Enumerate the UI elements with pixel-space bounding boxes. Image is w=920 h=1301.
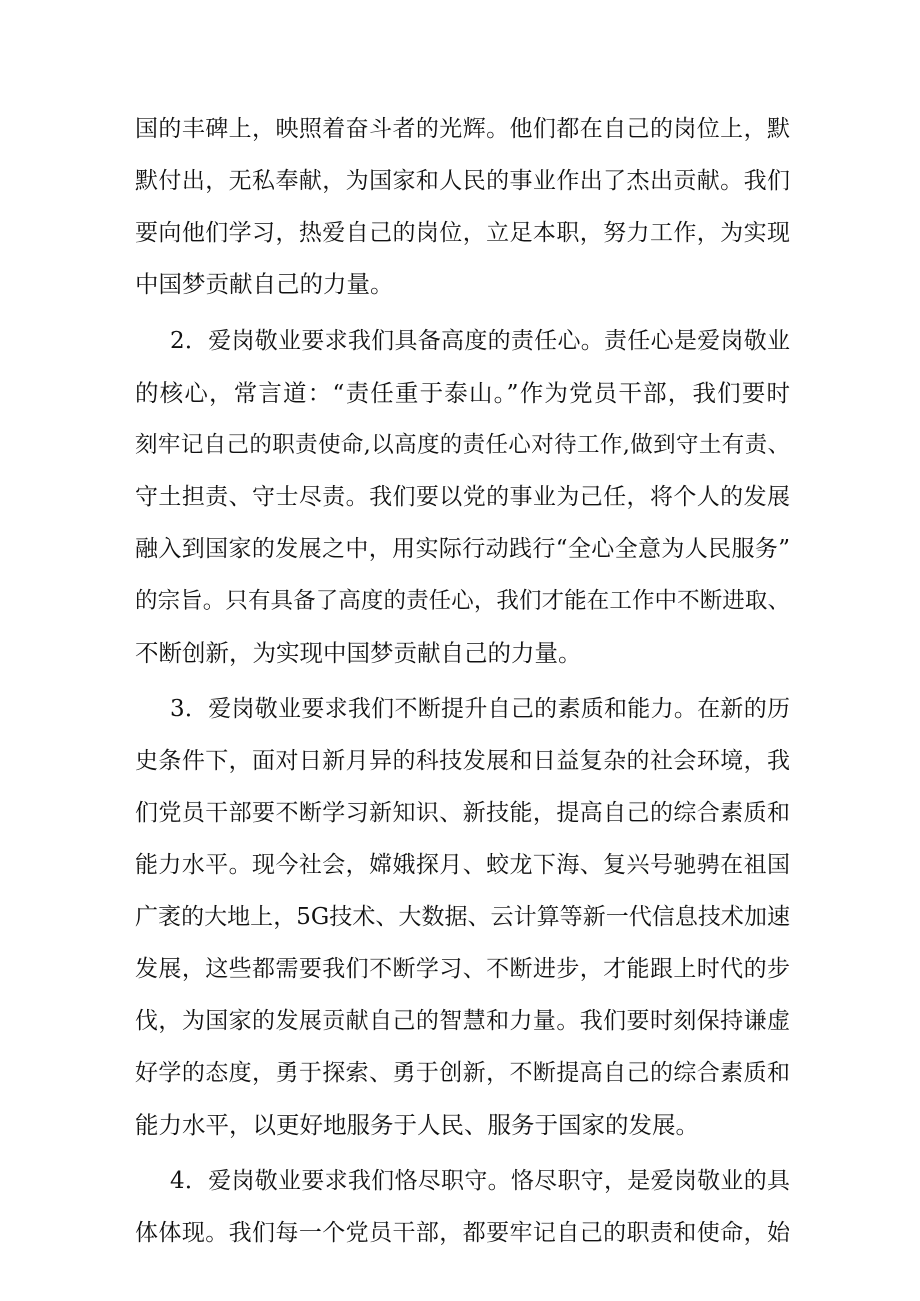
text-line: 守土担责、守士尽责。我们要以党的事业为己任，将个人的发展 <box>135 484 790 510</box>
text-line: 融入到国家的发展之中，用实际行动践行“全心全意为人民服务” <box>135 536 790 562</box>
text-line: 史条件下，面对日新月异的科技发展和日益复杂的社会环境，我 <box>135 748 790 774</box>
text-line: 好学的态度，勇于探索、勇于创新，不断提高自己的综合素质和 <box>135 1060 790 1086</box>
text-line: 体体现。我们每一个党员干部，都要牢记自己的职责和使命，始 <box>135 1220 790 1246</box>
text-line: 伐，为国家的发展贡献自己的智慧和力量。我们要时刻保持谦虚 <box>135 1008 790 1034</box>
text-line: 能力水平，以更好地服务于人民、服务于国家的发展。 <box>135 1111 699 1139</box>
text-line: 不断创新，为实现中国梦贡献自己的力量。 <box>135 639 582 667</box>
text-line: 国的丰碑上，映照着奋斗者的光辉。他们都在自己的岗位上，默 <box>135 116 790 142</box>
text-line: 要向他们学习，热爱自己的岗位，立足本职，努力工作，为实现 <box>135 220 790 246</box>
text-line: 刻牢记自己的职责使命,以高度的责任心对待工作,做到守土有责、 <box>135 432 790 458</box>
paragraph-heading-3: 3．爱岗敬业要求我们不断提升自己的素质和能力。在新的历 <box>170 696 790 722</box>
text-line: 们党员干部要不断学习新知识、新技能，提高自己的综合素质和 <box>135 800 790 826</box>
text-line: 发展，这些都需要我们不断学习、不断进步，才能跟上时代的步 <box>135 956 790 982</box>
paragraph-heading-4: 4．爱岗敬业要求我们恪尽职守。恪尽职守，是爱岗敬业的具 <box>170 1168 790 1194</box>
paragraph-heading-2: 2．爱岗敬业要求我们具备高度的责任心。责任心是爱岗敬业 <box>170 328 790 354</box>
text-line: 中国梦贡献自己的力量。 <box>135 270 394 298</box>
text-line: 广袤的大地上，5G技术、大数据、云计算等新一代信息技术加速 <box>135 904 790 930</box>
text-line: 默付出，无私奉献，为国家和人民的事业作出了杰出贡献。我们 <box>135 168 790 194</box>
text-line: 的宗旨。只有具备了高度的责任心，我们才能在工作中不断进取、 <box>135 588 790 614</box>
text-line: 的核心，常言道：“责任重于泰山。”作为党员干部，我们要时 <box>135 379 790 407</box>
text-line: 能力水平。现今社会，嫦娥探月、蛟龙下海、复兴号驰骋在祖国 <box>135 852 790 878</box>
